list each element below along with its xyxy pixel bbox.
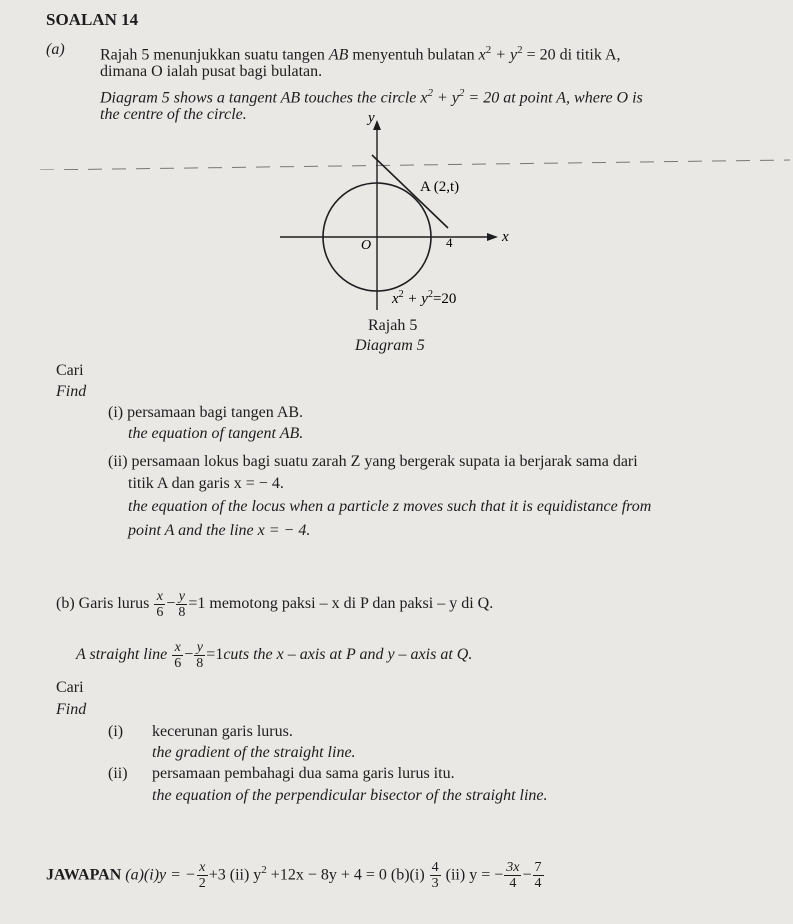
find-a-q2-malay-line2: titik A dan garis x = − 4.	[128, 475, 284, 492]
part-a-malay-line2: dimana O ialah pusat bagi bulatan.	[100, 63, 323, 80]
find-a-english: Find	[56, 383, 87, 400]
question-title: SOALAN 14	[46, 10, 139, 29]
find-b-q2-english: the equation of the perpendicular bisector of the straight line.	[152, 787, 548, 804]
part-b-malay: (b) Garis lurus $\frac{x}{6}$ − $\frac{y}{8}$ =1 memotong paksi – x di P dan paksi – y di Q.	[56, 589, 494, 620]
x-axis-label: x	[502, 229, 509, 245]
find-a-q1-malay: (i) persamaan bagi tangen AB.	[108, 404, 304, 421]
find-b-q2-num: (ii)	[108, 765, 128, 782]
part-b-english: A straight line $\frac{x}{6}$ − $\frac{y}{8}$ =1cuts the x – axis at P and y – axis at Q.	[76, 640, 473, 671]
fraction-y-over-8: $\frac{y}{8}$	[178, 589, 186, 620]
find-b-q2-malay: persamaan pembahagi dua sama garis lurus itu.	[152, 765, 455, 782]
part-a-label: (a)	[46, 41, 65, 58]
diagram-5	[270, 110, 530, 310]
answer-line: JAWAPAN (a)(i)y = − $\frac{x}{2}$ +3 (ii) $y^2 +12x - 8y + 4 = 0$ (b)(i) $\frac{4}{3}$ (ii) y = − $\frac{3x}{4}$ − $\frac{7}{4}$	[46, 860, 542, 892]
part-a-english-line1: Diagram 5 shows a tangent AB touches the circle $x^2 + y^2 = 20$ at point A, where O is	[100, 87, 643, 107]
find-a-malay: Cari	[56, 362, 84, 379]
find-b-q1-num: (i)	[108, 723, 124, 740]
y-axis-label: y	[368, 110, 375, 126]
fraction-x-over-6: $\frac{x}{6}$	[156, 589, 164, 620]
find-b-q1-malay: kecerunan garis lurus.	[152, 723, 293, 740]
x-axis-arrow	[487, 233, 498, 241]
part-a-malay-line1: Rajah 5 menunjukkan suatu tangen AB menyentuh bulatan $x^2 + y^2 = 20$ di titik A,	[100, 44, 621, 64]
answer-frac-3x-over-4: $\frac{3x}{4}$	[506, 860, 520, 892]
caption-malay: Rajah 5	[368, 317, 418, 334]
find-a-q1-english: the equation of tangent AB.	[128, 425, 304, 442]
point-a-label: A (2,t)	[420, 179, 460, 195]
find-a-q2-english-line2: point A and the line x = − 4.	[128, 522, 311, 539]
part-a-english-line2: the centre of the circle.	[100, 106, 247, 123]
answer-frac-4-over-3: $\frac{4}{3}$	[431, 860, 439, 892]
x-tick-label: 4	[446, 235, 453, 250]
caption-english: Diagram 5	[355, 337, 425, 354]
answer-frac-7-over-4: $\frac{7}{4}$	[534, 860, 542, 892]
find-a-q2-english-line1: the equation of the locus when a particle z moves such that it is equidistance from	[128, 498, 652, 515]
answer-frac-x-over-2: $\frac{x}{2}$	[198, 860, 206, 892]
find-b-malay: Cari	[56, 679, 84, 696]
circle-equation-label: $x^2 + y^2=20$	[392, 289, 457, 307]
origin-label: O	[361, 238, 372, 253]
find-a-q2-malay-line1: (ii) persamaan lokus bagi suatu zarah Z yang bergerak supata ia berjarak sama dari	[108, 453, 638, 470]
find-b-q1-english: the gradient of the straight line.	[152, 744, 356, 761]
find-b-english: Find	[56, 701, 87, 718]
